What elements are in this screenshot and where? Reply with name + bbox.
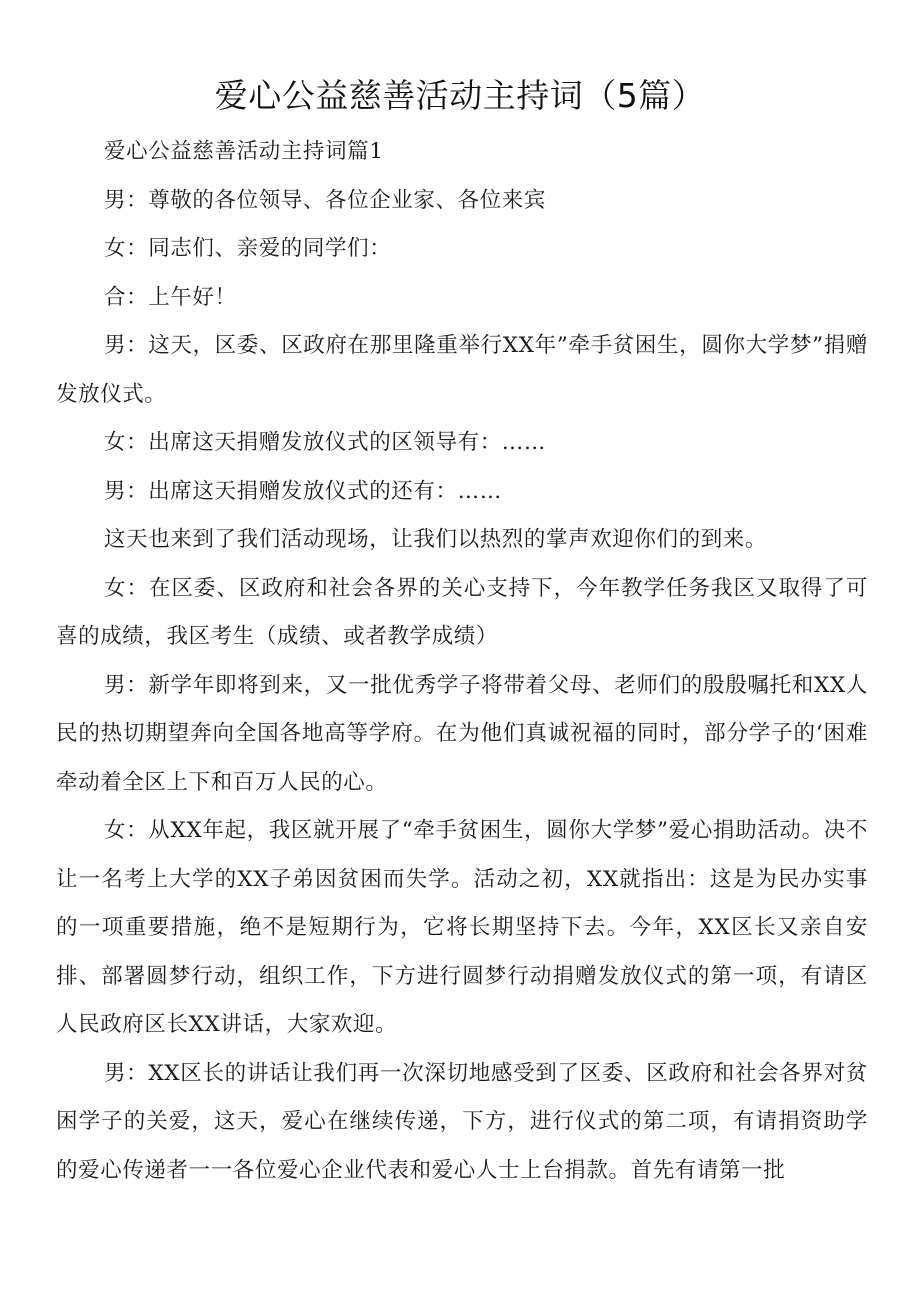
document-title: 爱心公益慈善活动主持词（5篇） <box>214 76 706 115</box>
paragraph: 女：同志们、亲爱的同学们： <box>104 236 392 261</box>
paragraph: 男：这天，区委、区政府在那里隆重举行XX年”牵手贫困生，圆你大学梦”捐赠发放仪式。 <box>56 333 868 407</box>
paragraph: 男：XX区长的讲话让我们再一次深切地感受到了区委、区政府和社会各界对贫困学子的关爱，这天，爱心在继续传递，下方，进行仪式的第二项，有请捐资助学的爱心传递者一一各位爱心企业代表和爱心人士上台捐款。首先有请第一批 <box>56 1060 868 1183</box>
document-body <box>56 128 868 1195</box>
paragraph: 女：从XX年起，我区就开展了“牵手贫困生，圆你大学梦”爱心捐助活动。决不让一名考上大学的XX子弟因贫困而失学。活动之初，XX就指出：这是为民办实事的一项重要措施，绝不是短期行为，它将长期坚持下去。今年，XX区长又亲自安排、部署圆梦行动，组织工作，下方进行圆梦行动捐赠发放仪式的第一项，有请区人民政府区长XX讲话，大家欢迎。 <box>56 818 868 1037</box>
paragraph: 女：在区委、区政府和社会各界的关心支持下，今年教学任务我区又取得了可喜的成绩，我区考生（成绩、或者教学成绩） <box>56 575 868 649</box>
paragraph: 男：出席这天捐赠发放仪式的还有：…… <box>104 478 502 504</box>
paragraph: 这天也来到了我们活动现场，让我们以热烈的掌声欢迎你们的到来。 <box>104 527 768 552</box>
paragraph: 男：尊敬的各位领导、各位企业家、各位来宾 <box>104 187 547 213</box>
paragraph: 女：出席这天捐赠发放仪式的区领导有：…… <box>104 430 547 455</box>
paragraph: 男：新学年即将到来，又一批优秀学子将带着父母、老师们的殷殷嘱托和XX人民的热切期望奔向全国各地高等学府。在为他们真诚祝福的同时，部分学子的‘困难牵动着全区上下和百万人民的心。 <box>56 672 868 795</box>
paragraph: 合：上午好！ <box>104 284 237 310</box>
section-heading: 爱心公益慈善活动主持词篇1 <box>104 139 384 164</box>
